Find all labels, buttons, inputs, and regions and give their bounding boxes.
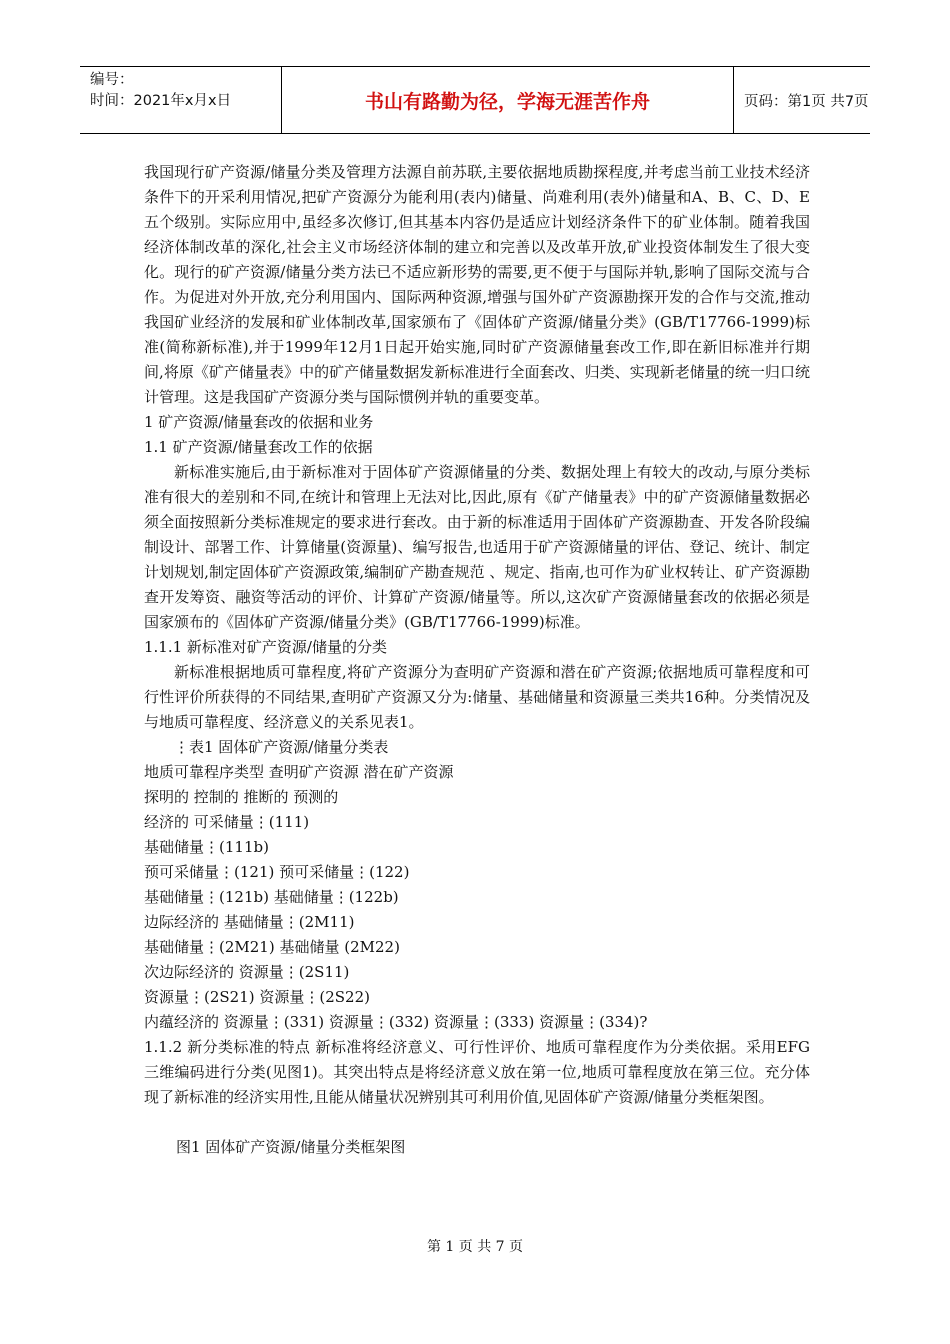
table-line: 资源量⋮(2S21) 资源量⋮(2S22) xyxy=(144,988,370,1006)
header-motto: 书山有路勤为径，学海无涯苦作舟 xyxy=(282,67,734,133)
paragraph-basis: 新标准实施后,由于新标准对于固体矿产资源储量的分类、数据处理上有较大的改动,与原分类标准有很大的差别和不同,在统计和管理上无法对比,因此,原有《矿产储量表》中的矿产资源储量数据必须全面按照新分类标准规定的要求进行套改。由于新的标准适用于固体矿产资源勘查、开发各阶段编制设计、部署工作、计算储量(资源量)、编写报告,也适用于矿产资源储量的评估、登记、统计、制定计划规划,制定固体矿产资源政策,编制矿产勘查规范 、规定、指南,也可作为矿业权转让、矿产资源勘查开发筹资、融资等活动的评价、计算矿产资源/储量等。所以,这次矿产资源储量套改的依据必须是国家颁布的《固体矿产资源/储量分类》(GB/T17766-1999)标准。 xyxy=(144,463,810,631)
document-time: 时间：2021年x月x日 xyxy=(90,93,232,109)
table-line: 探明的 控制的 推断的 预测的 xyxy=(144,788,339,806)
header-meta xyxy=(80,67,282,133)
table-line: 基础储量⋮(111b) xyxy=(144,838,269,856)
heading-section-1-1-1: 1.1.1 新标准对矿产资源/储量的分类 xyxy=(144,638,387,656)
table-line: 地质可靠程序类型 查明矿产资源 潜在矿产资源 xyxy=(144,763,454,781)
page-footer: 第 1 页 共 7 页 xyxy=(426,1239,524,1255)
heading-section-1-1: 1.1 矿产资源/储量套改工作的依据 xyxy=(144,438,373,456)
table-line: 基础储量⋮(121b) 基础储量⋮(122b) xyxy=(144,888,399,906)
page-header xyxy=(80,66,870,134)
paragraph-intro: 我国现行矿产资源/储量分类及管理方法源自前苏联,主要依据地质勘探程度,并考虑当前工业技术经济条件下的开采利用情况,把矿产资源分为能利用(表内)储量、尚难利用(表外)储量和A、B、C、D、E五个级别。实际应用中,虽经多次修订,但其基本内容仍是适应计划经济条件下的矿业体制。随着我国经济体制改革的深化,社会主义市场经济体制的建立和完善以及改革开放,矿业投资体制发生了很大变化。现行的矿产资源/储量分类方法已不适应新形势的需要,更不便于与国际并轨,影响了国际交流与合作。为促进对外开放,充分利用国内、国际两种资源,增强与国外矿产资源勘探开发的合作与交流,推动我国矿业经济的发展和矿业体制改革,国家颁布了《固体矿产资源/储量分类》(GB/T17766-1999)标准(简称新标准),并于1999年12月1日起开始实施,同时矿产资源储量套改工作,即在新旧标准并行期间,将原《矿产储量表》中的矿产储量数据发新标准进行全面套改、归类、实现新老储量的统一归口统计管理。这是我国矿产资源分类与国际惯例并轨的重要变革。 xyxy=(144,163,810,406)
table-line: 内蕴经济的 资源量⋮(331) 资源量⋮(332) 资源量⋮(333) 资源量⋮(334)? xyxy=(144,1013,648,1031)
table-line: 预可采储量⋮(121) 预可采储量⋮(122) xyxy=(144,863,410,881)
table-line: 基础储量⋮(2M21) 基础储量 (2M22) xyxy=(144,938,400,956)
document-body xyxy=(144,160,810,1160)
table-line: 边际经济的 基础储量⋮(2M11) xyxy=(144,913,355,931)
paragraph-classification: 新标准根据地质可靠程度,将矿产资源分为查明矿产资源和潜在矿产资源;依据地质可靠程度和可行性评价所获得的不同结果,查明矿产资源又分为:储量、基础储量和资源量三类共16种。分类情况及与地质可靠程度、经济意义的关系见表1。 xyxy=(144,663,810,731)
paragraph-features: 1.1.2 新分类标准的特点 新标准将经济意义、可行性评价、地质可靠程度作为分类依据。采用EFG三维编码进行分类(见图1)。其突出特点是将经济意义放在第一位,地质可靠程度放在第三位。充分体现了新标准的经济实用性,且能从储量状况辨别其可利用价值,见固体矿产资源/储量分类框架图。 xyxy=(144,1038,810,1106)
header-page-info: 页码：第1页 共7页 xyxy=(744,93,869,110)
figure-caption: 图1 固体矿产资源/储量分类框架图 xyxy=(176,1138,406,1156)
document-number: 编号： xyxy=(90,72,134,88)
heading-section-1: 1 矿产资源/储量套改的依据和业务 xyxy=(144,413,374,431)
table-line: 经济的 可采储量⋮(111) xyxy=(144,813,310,831)
table-caption: ⋮表1 固体矿产资源/储量分类表 xyxy=(174,738,389,756)
table-line: 次边际经济的 资源量⋮(2S11) xyxy=(144,963,350,981)
